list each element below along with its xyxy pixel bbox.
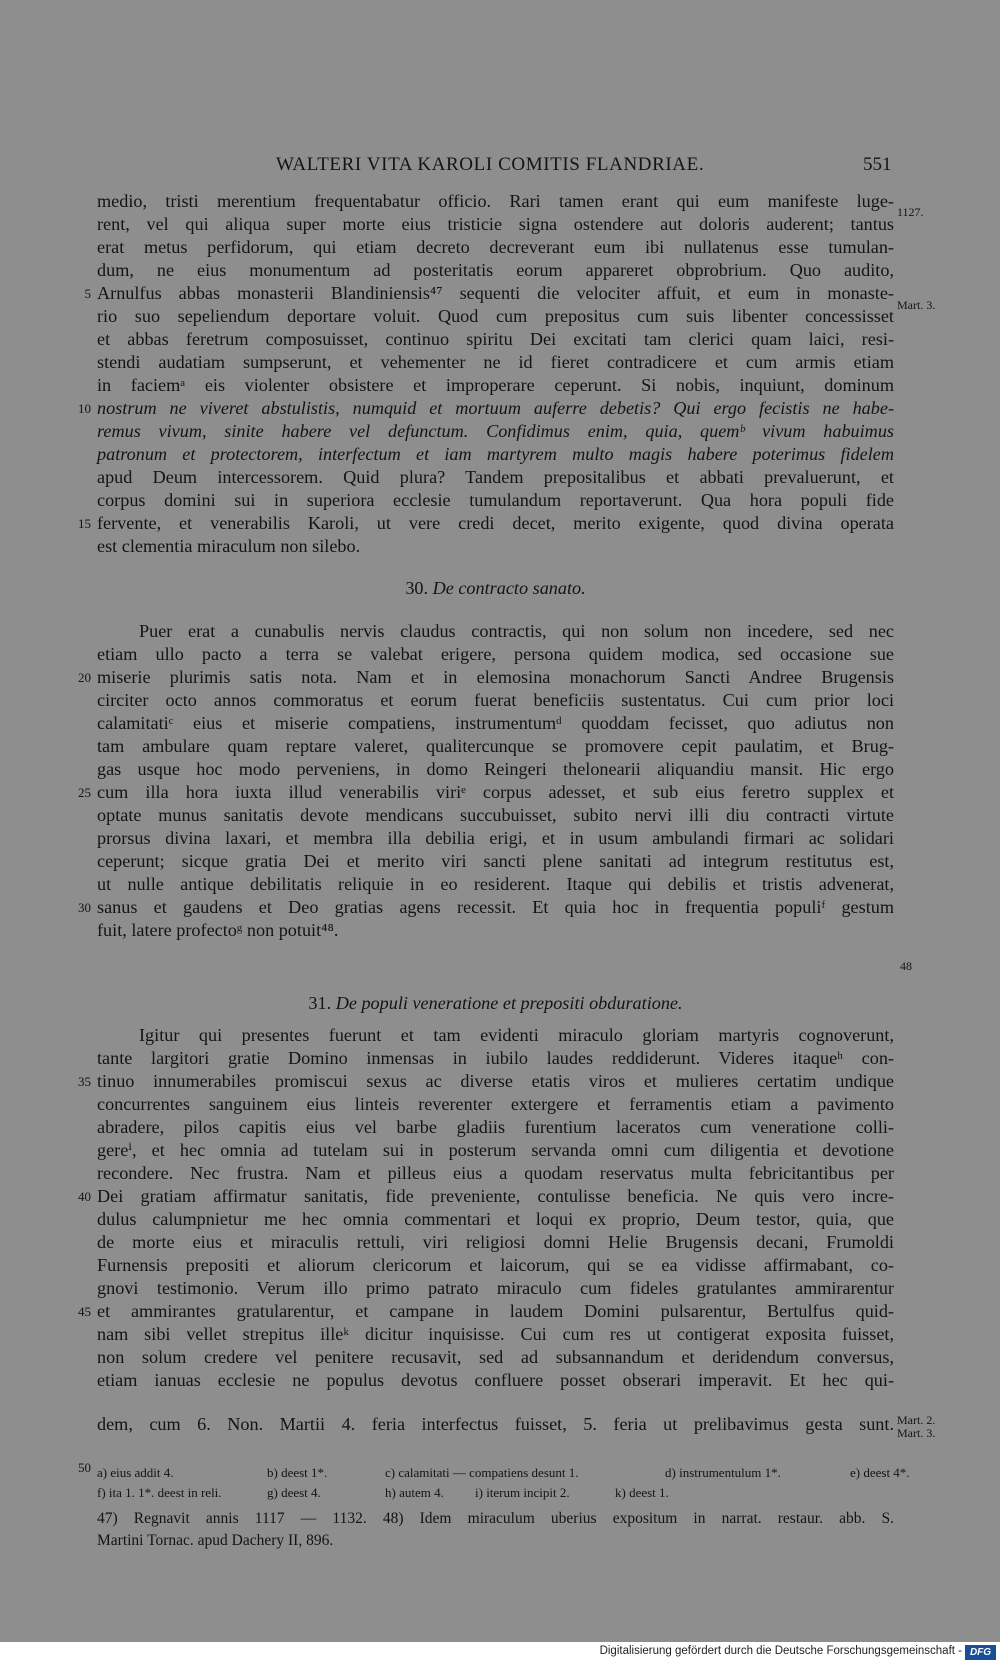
running-header [0, 154, 1000, 184]
apparatus-note: b) deest 1*. [267, 1465, 328, 1480]
text-line: apud Deum intercessorem. Quid plura? Tandem prepositalibus et abbati prevaluerunt, et [97, 467, 894, 487]
margin-note-date: Mart. 2. [897, 1413, 936, 1427]
text-line: gas usque hoc modo perveniens, in domo Reingeri thelonearii aliquandiu mansit. Hic ergo [97, 759, 894, 779]
heading-title: De populi veneratione et prepositi obduratione. [335, 993, 683, 1013]
text-line: in faciemᵃ eis violenter obsistere et improperare ceperunt. Si nobis, inquiunt, dominum [97, 375, 894, 395]
text-line: tinuo innumerabiles promiscui sexus ac diverse etatis viros et mulieres certatim undique [97, 1071, 894, 1091]
apparatus-note: k) deest 1. [615, 1485, 669, 1500]
text-line: dum, ne eius monumentum ad posteritatis eorum appareret obprobrium. Quo audito, [97, 260, 894, 280]
text-line: prorsus divina laxari, et membra illa debilia erigi, et in usum ambulandi firmari ac solidari [97, 828, 894, 848]
funding-credit: Digitalisierung gefördert durch die Deutsche Forschungsgemeinschaft - [599, 1645, 962, 1657]
text-line: fuit, latere profectoᵍ non potuit⁴⁸. [97, 920, 339, 940]
line-number: 15 [78, 516, 91, 531]
line-number: 35 [78, 1074, 91, 1089]
line-number: 50 [78, 1460, 91, 1475]
apparatus-note: c) calamitati — compatiens desunt 1. [385, 1465, 579, 1480]
text-line: rio suo sepeliendum deportare voluit. Quod cum prepositus cum suis libenter concessisset [97, 306, 894, 326]
line-number: 5 [84, 286, 91, 301]
line-number: 20 [78, 670, 91, 685]
line-number: 10 [78, 401, 91, 416]
dfg-logo: DFG [965, 1645, 996, 1660]
line-number: 40 [78, 1189, 91, 1204]
text-line: stendi audatiam sumpserunt, et vehementer ne id fieret contradicere et cum armis etiam [97, 352, 894, 372]
margin-note-date: Mart. 3. [897, 1426, 936, 1440]
running-title: WALTERI VITA KAROLI COMITIS FLANDRIAE. [276, 154, 705, 175]
text-line: fervente, et venerabilis Karoli, ut vere credi decet, merito exigente, quod divina operata [97, 513, 894, 533]
line-number: 45 [78, 1304, 91, 1319]
footnote-line: 47) Regnavit annis 1117 — 1132. 48) Idem miraculum uberius expositum in narrat. restaur. abb. S. [97, 1510, 894, 1527]
text-line: nam sibi vellet strepitus illeᵏ dicitur inquisisse. Cui cum res ut contigerat exposita fuisset, [97, 1324, 894, 1344]
text-line: dulus calumpnietur me hec omnia commentari et loqui ex proprio, Deum testor, quia, que [97, 1209, 894, 1229]
text-line: erat metus perfidorum, qui etiam decreto decreverant eum ibi nullatenus esse tumulan- [97, 237, 894, 257]
text-line: gereⁱ, et hec omnia ad tutelam sui in posterum servanda omni cum diligentia et devotione [97, 1140, 894, 1160]
text-line: medio, tristi merentium frequentabatur officio. Rari tamen erant qui eum manifeste luge- [97, 191, 894, 211]
text-line: de morte eius et miraculis rettuli, viri religiosi domni Helie Brugensis decani, Frumoldi [97, 1232, 894, 1252]
heading-number: 31. [308, 993, 332, 1013]
apparatus-note: i) iterum incipit 2. [475, 1485, 570, 1500]
page-number: 551 [863, 154, 892, 175]
section-heading-31 [97, 992, 894, 1015]
text-line: Dei gratiam affirmatur sanitatis, fide preveniente, contulisse beneficia. Ne quis vero incre- [97, 1186, 894, 1206]
text-line: Puer erat a cunabulis nervis claudus contractis, qui non solum non incedere, sed nec [139, 621, 894, 641]
text-line: recondere. Nec frustra. Nam et pilleus eius a quodam reservatus multa febricitantibus per [97, 1163, 894, 1183]
heading-number: 30. [405, 578, 429, 598]
text-line: rent, vel qui aliqua super morte eius tristicie signa ostendere aut doloris auderent; tantus [97, 214, 894, 234]
text-line: Igitur qui presentes fuerunt et tam evidenti miraculo gloriam martyris cognoverunt, [139, 1025, 894, 1045]
apparatus-note: f) ita 1. 1*. deest in reli. [97, 1485, 222, 1500]
text-line: patronum et protectorem, interfectum et iam martyrem multo magis habere poterimus fidelem [97, 444, 894, 464]
digitization-footer [0, 1642, 1000, 1664]
apparatus-note: e) deest 4*. [850, 1465, 910, 1480]
text-line: calamitatiᶜ eius et miserie compatiens, instrumentumᵈ quoddam fecisset, quo adiutus non [97, 713, 894, 733]
text-line: dem, cum 6. Non. Martii 4. feria interfectus fuisset, 5. feria ut prelibavimus gesta sunt. [97, 1414, 894, 1434]
text-line: ut nulle antique debilitatis reliquie in eo residerent. Itaque qui debilis et tristis advenerat, [97, 874, 894, 894]
margin-note-date: Mart. 3. [897, 298, 936, 312]
text-line: circiter octo annos commoratus et eorum fuerat beneficiis sustentatus. Cui cum prior loci [97, 690, 894, 710]
margin-note-footnote-ref: 48 [900, 959, 912, 973]
apparatus-row [97, 1483, 957, 1503]
text-line: et abbas feretrum composuisset, continuo spiritu Dei excitati tam clerici quam laici, resi- [97, 329, 894, 349]
text-line: non solum credere vel penitere recusavit, sed ad subsannandum et deridendum conversus, [97, 1347, 894, 1367]
text-line: tante largitori gratie Domino inmensas in iubilo laudes reddiderunt. Videres itaqueʰ con- [97, 1048, 894, 1068]
line-number: 30 [78, 900, 91, 915]
footnote-line: Martini Tornac. apud Dachery II, 896. [97, 1532, 334, 1549]
apparatus-note: a) eius addit 4. [97, 1465, 174, 1480]
text-line: ceperunt; sicque gratia Dei et merito viri sancti plene sanitati ad integrum restitutus est, [97, 851, 894, 871]
text-line: etiam ianuas ecclesie ne populus devotus confluere posset obserari imperavit. Et hec qui- [97, 1370, 894, 1390]
margin-note-year: 1127. [897, 205, 924, 219]
text-line: tam ambulare quam reptare valeret, qualitercunque se promovere cepit paulatim, et Brug- [97, 736, 894, 756]
line-number: 25 [78, 785, 91, 800]
text-line: sanus et gaudens et Deo gratias agens recessit. Et quia hoc in frequentia populiᶠ gestum [97, 897, 894, 917]
apparatus-note: h) autem 4. [385, 1485, 444, 1500]
text-line: optate munus sanitatis devote mendicans succubuisset, subito nervi illi diu contracti virtute [97, 805, 894, 825]
text-line: cum illa hora iuxta illud venerabilis viriᵉ corpus adesset, et sub eius feretro supplex et [97, 782, 894, 802]
text-line: etiam ullo pacto a terra se valebat erigere, persona quidem modica, sed occasione sue [97, 644, 894, 664]
text-line: remus vivum, sinite habere vel defunctum. Confidimus enim, quia, quemᵇ vivum habuimus [97, 421, 894, 441]
text-line: concurrentes sanguinem eius linteis reverenter extergere et ferramentis etiam a pavimento [97, 1094, 894, 1114]
heading-title: De contracto sanato. [432, 578, 586, 598]
section-heading-30 [97, 577, 894, 600]
text-line: est clementia miraculum non silebo. [97, 536, 361, 556]
text-line: Arnulfus abbas monasterii Blandiniensis⁴⁷ sequenti die velociter affuit, et eum in monaste- [97, 283, 894, 303]
text-line: nostrum ne viveret abstulistis, numquid et mortuum auferre debetis? Qui ergo fecistis ne habe- [97, 398, 894, 418]
text-line: miserie plurimis satis nota. Nam et in elemosina monachorum Sancti Andree Brugensis [97, 667, 894, 687]
text-line: Furnensis prepositi et aliorum clericorum et laicorum, qui se ea vidisse affirmabant, co- [97, 1255, 894, 1275]
apparatus-note: g) deest 4. [267, 1485, 321, 1500]
apparatus-row [97, 1463, 957, 1483]
text-line: gnovi testimonio. Verum illo primo patrato miraculo cum fideles gratulantes ammirarentur [97, 1278, 894, 1298]
text-line: et ammirantes gratularentur, et campane in laudem Domini pulsarentur, Bertulfus quid- [97, 1301, 894, 1321]
apparatus-note: d) instrumentulum 1*. [665, 1465, 781, 1480]
text-line: corpus domini sui in superiora ecclesie tumulandum reportaverunt. Qua hora populi fide [97, 490, 894, 510]
text-line: abradere, pilos capitis eius vel barbe gladiis furentium laceratos cum veneratione colli- [97, 1117, 894, 1137]
